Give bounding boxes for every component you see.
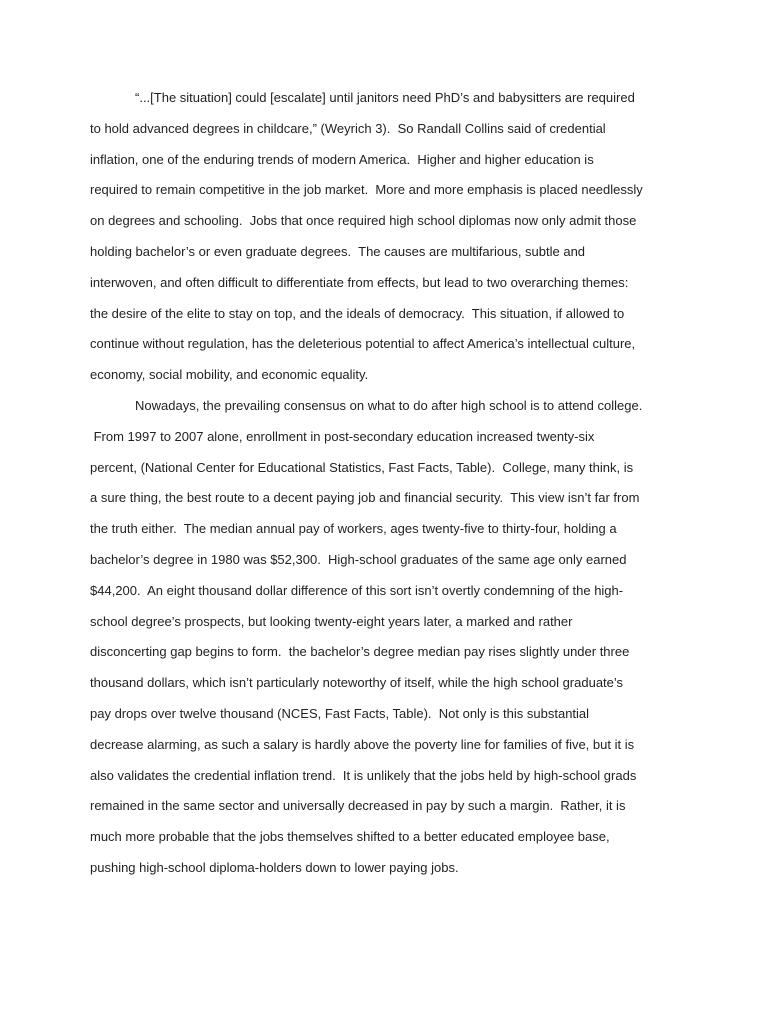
text-line: the truth either. The median annual pay of workers, ages twenty-five to thirty-four, holding a bbox=[90, 521, 617, 536]
text-line: the desire of the elite to stay on top, and the ideals of democracy. This situation, if allowed to bbox=[90, 306, 625, 321]
text-line: remained in the same sector and universally decreased in pay by such a margin. Rather, it is bbox=[90, 798, 626, 813]
text-line: percent, (National Center for Educational Statistics, Fast Facts, Table). College, many think, is bbox=[90, 460, 634, 475]
text-line: continue without regulation, has the deleterious potential to affect America’s intellectual culture, bbox=[90, 336, 636, 351]
text-line: pay drops over twelve thousand (NCES, Fast Facts, Table). Not only is this substantial bbox=[90, 706, 590, 721]
text-line: inflation, one of the enduring trends of modern America. Higher and higher education is bbox=[90, 152, 594, 167]
text-line: a sure thing, the best route to a decent paying job and financial security. This view isn’t far from bbox=[90, 490, 640, 505]
text-line: school degree’s prospects, but looking twenty-eight years later, a marked and rather bbox=[90, 614, 573, 629]
text-line: also validates the credential inflation trend. It is unlikely that the jobs held by high-school grads bbox=[90, 768, 637, 783]
text-line: bachelor’s degree in 1980 was $52,300. High-school graduates of the same age only earned bbox=[90, 552, 627, 567]
text-line: much more probable that the jobs themselves shifted to a better educated employee base, bbox=[90, 829, 610, 844]
text-line: required to remain competitive in the job market. More and more emphasis is placed needlessly bbox=[90, 182, 643, 197]
text-line: “...[The situation] could [escalate] until janitors need PhD’s and babysitters are required bbox=[135, 90, 635, 105]
text-line: disconcerting gap begins to form. the bachelor’s degree median pay rises slightly under three bbox=[90, 644, 630, 659]
text-line: pushing high-school diploma-holders down to lower paying jobs. bbox=[90, 860, 459, 875]
text-line: economy, social mobility, and economic equality. bbox=[90, 367, 369, 382]
text-line: on degrees and schooling. Jobs that once required high school diplomas now only admit those bbox=[90, 213, 637, 228]
text-line: holding bachelor’s or even graduate degrees. The causes are multifarious, subtle and bbox=[90, 244, 586, 259]
text-line: thousand dollars, which isn’t particularly noteworthy of itself, while the high school graduate’s bbox=[90, 675, 624, 690]
text-line: decrease alarming, as such a salary is hardly above the poverty line for families of five, but it is bbox=[90, 737, 635, 752]
text-line: interwoven, and often difficult to differentiate from effects, but lead to two overarching themes: bbox=[90, 275, 629, 290]
text-line: Nowadays, the prevailing consensus on what to do after high school is to attend college. bbox=[135, 398, 643, 413]
text-line: From 1997 to 2007 alone, enrollment in post-secondary education increased twenty-six bbox=[90, 429, 595, 444]
text-line: $44,200. An eight thousand dollar difference of this sort isn’t overtly condemning of the high- bbox=[90, 583, 624, 598]
text-line: to hold advanced degrees in childcare,” (Weyrich 3). So Randall Collins said of credential bbox=[90, 121, 606, 136]
